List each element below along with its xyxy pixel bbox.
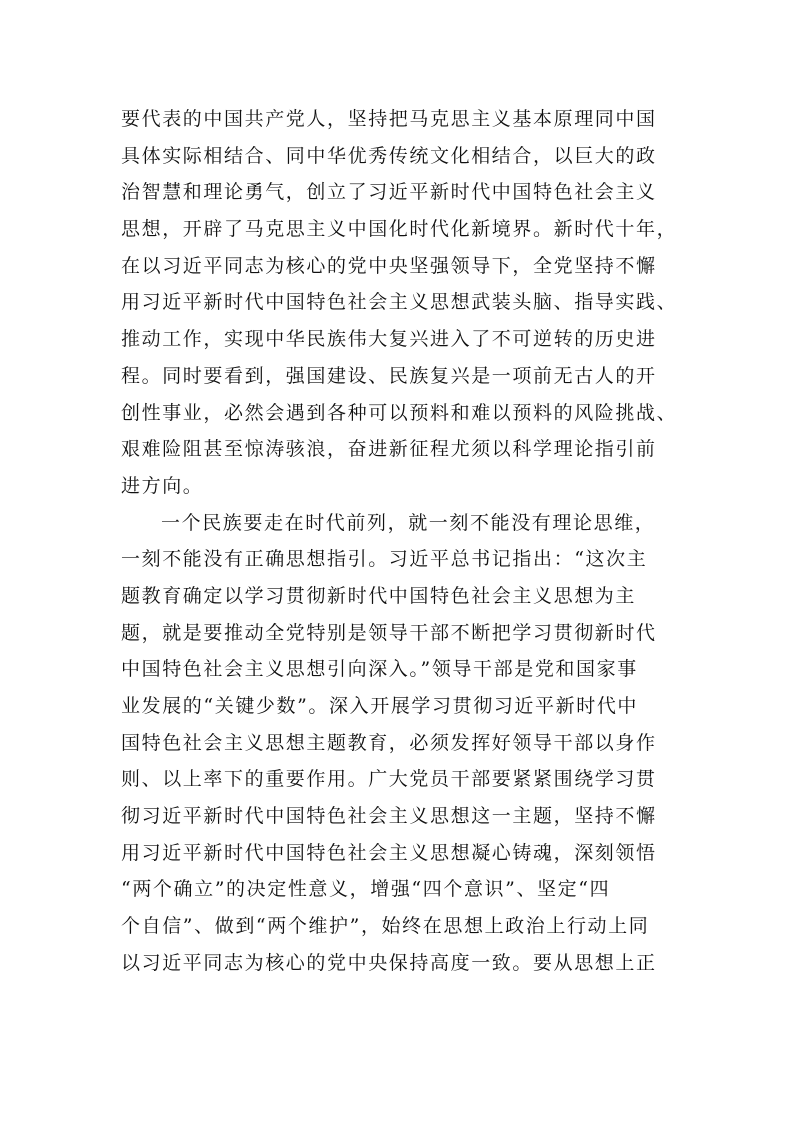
text-line: 国特色社会主义思想主题教育，必须发挥好领导干部以身作 xyxy=(121,731,657,754)
text-line: 创性事业，必然会遇到各种可以预料和难以预料的风险挑战、 xyxy=(121,401,678,424)
text-line: 推动工作，实现中华民族伟大复兴进入了不可逆转的历史进 xyxy=(121,328,657,351)
paragraph-first-line: 一个民族要走在时代前列，就一刻不能没有理论思维， xyxy=(161,511,656,534)
text-line: 用习近平新时代中国特色社会主义思想凝心铸魂，深刻领悟 xyxy=(121,841,657,864)
text-line: “两个确立”的决定性意义，增强“四个意识”、坚定“四 xyxy=(121,878,611,901)
text-line: 则、以上率下的重要作用。广大党员干部要紧紧围绕学习贯 xyxy=(121,768,657,791)
text-line: 艰难险阻甚至惊涛骇浪，奋进新征程尤须以科学理论指引前 xyxy=(121,438,657,461)
text-line: 中国特色社会主义思想引向深入。”领导干部是党和国家事 xyxy=(121,658,638,681)
text-line: 思想，开辟了马克思主义中国化时代化新境界。新时代十年， xyxy=(121,218,678,241)
text-line: 题教育确定以学习贯彻新时代中国特色社会主义思想为主 xyxy=(121,584,637,607)
text-line: 进方向。 xyxy=(121,474,204,497)
text-line: 程。同时要看到，强国建设、民族复兴是一项前无古人的开 xyxy=(121,364,657,387)
text-line: 在以习近平同志为核心的党中央坚强领导下，全党坚持不懈 xyxy=(121,254,657,277)
text-line: 以习近平同志为核心的党中央保持高度一致。要从思想上正 xyxy=(121,951,657,974)
text-line: 具体实际相结合、同中华优秀传统文化相结合，以巨大的政 xyxy=(121,144,657,167)
text-line: 用习近平新时代中国特色社会主义思想武装头脑、指导实践、 xyxy=(121,291,678,314)
text-line: 一刻不能没有正确思想指引。习近平总书记指出：“这次主 xyxy=(121,548,648,571)
text-line: 业发展的“关键少数”。深入开展学习贯彻习近平新时代中 xyxy=(121,695,639,717)
text-line: 治智慧和理论勇气，创立了习近平新时代中国特色社会主义 xyxy=(121,181,657,204)
text-line: 个自信”、做到“两个维护”，始终在思想上政治上行动上同 xyxy=(121,915,650,938)
text-line: 彻习近平新时代中国特色社会主义思想这一主题，坚持不懈 xyxy=(121,805,657,828)
body-text xyxy=(121,101,681,982)
text-line: 题，就是要推动全党特别是领导干部不断把学习贯彻新时代 xyxy=(121,621,657,644)
text-line: 要代表的中国共产党人，坚持把马克思主义基本原理同中国 xyxy=(121,108,657,130)
